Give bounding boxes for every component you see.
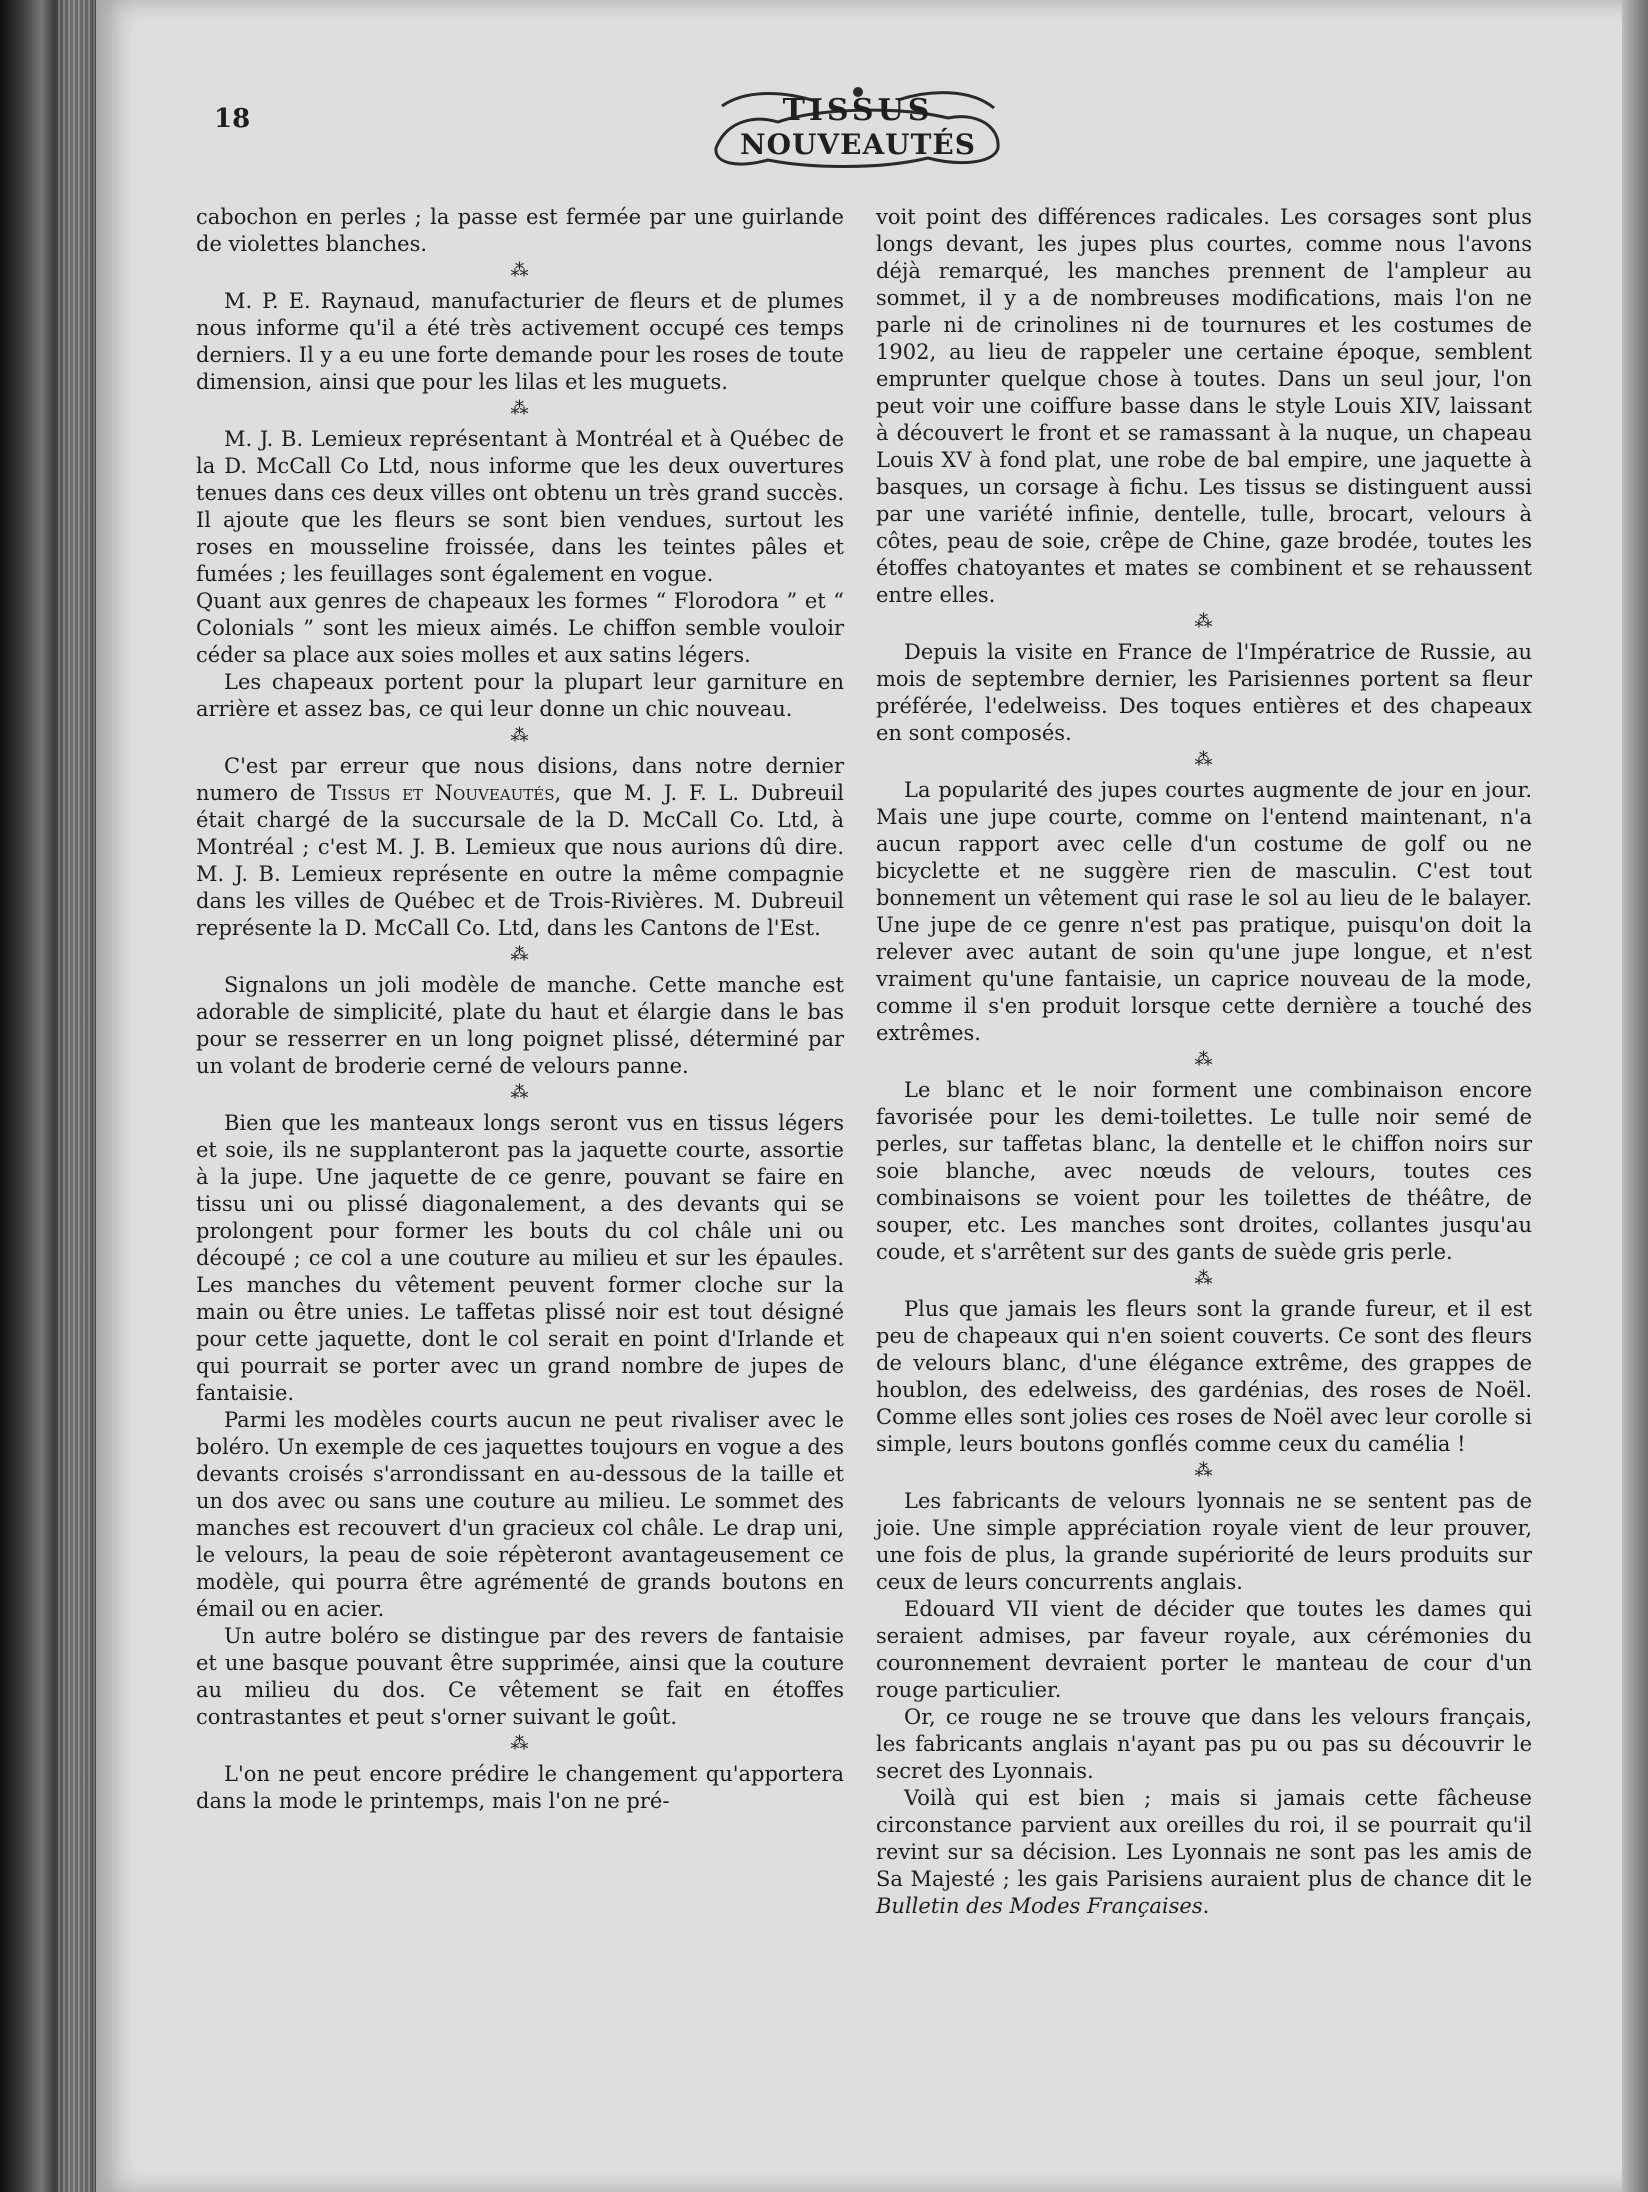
section-separator-stars xyxy=(196,1731,844,1761)
paragraph-text: C'est par erreur que nous disions, dans notre dernier numero de xyxy=(196,754,844,805)
page-right-edge xyxy=(1622,0,1648,2192)
section-separator-stars xyxy=(876,1266,1532,1296)
article-paragraph: Les chapeaux portent pour la plupart leur garniture en arrière et assez bas, ce qui leur donne un chic nouveau. xyxy=(196,670,844,721)
asterism-glyph: ⁂ xyxy=(1194,611,1214,632)
section-separator-stars xyxy=(196,396,844,426)
asterism-glyph: ⁂ xyxy=(510,1733,530,1754)
article-paragraph: cabochon en perles ; la passe est fermée par une guirlande de violettes blanches. xyxy=(196,205,844,256)
article-paragraph: Depuis la visite en France de l'Impératrice de Russie, au mois de septembre dernier, les Parisiennes portent sa fleur préférée, l'edelweiss. Des toques entières et des chapeaux en sont composés. xyxy=(876,640,1532,745)
article-paragraph: Parmi les modèles courts aucun ne peut rivaliser avec le boléro. Un exemple de ces jaquettes toujours en vogue a des devants croisés s'arrondissant en au-dessous de la taille et un dos avec ou sans une couture au milieu. Le sommet des manches est recouvert d'un gracieux col châle. Le drap uni, le velours, la peau de soie répèteront avantageusement ce modèle, qui pourra être agrémenté de grands boutons en émail ou en acier. xyxy=(196,1408,844,1621)
article-paragraph: L'on ne peut encore prédire le changement qu'apportera dans la mode le printemps, mais l'on ne pré- xyxy=(196,1762,844,1813)
asterism-glyph: ⁂ xyxy=(510,725,530,746)
article-paragraph: Bien que les manteaux longs seront vus en tissus légers et soie, ils ne supplanteront pas la jaquette courte, assortie à la jupe. Une jaquette de ce genre, pouvant se faire en tissu uni ou plissé diagonalement, a des devants qui se prolongent pour former les bouts du col châle uni ou découpé ; ce col a une couture au milieu et sur les épaules. Les manches du vêtement peuvent former cloche sur la main ou être unies. Le taffetas plissé noir est tout désigné pour cette jaquette, dont le col serait en point d'Irlande et qui pourrait se porter avec un grand nombre de jupes de fantaisie. xyxy=(196,1111,844,1405)
article-paragraph: voit point des différences radicales. Les corsages sont plus longs devant, les jupes plus courtes, comme nous l'avons déjà remarqué, les manches prennent de l'ampleur au sommet, il y a de nombreuses modifications, mais l'on ne parle ni de crinolines ni de tournures et les costumes de 1902, au lieu de rappeler une certaine époque, semblent emprunter quelque chose à toutes. Dans un seul jour, l'on peut voir une coiffure basse dans le style Louis XIV, laissant à découvert le front et se ramassant à la nuque, un chapeau Louis XV à fond plat, une robe de bal empire, une jaquette à basques, un corsage à fichu. Les tissus se distinguent aussi par une variété infinie, dentelle, tulle, brocart, velours à côtes, peau de soie, crêpe de Chine, gaze brodée, toutes les étoffes chatoyantes et mates se combinent et se rehaussent entre elles. xyxy=(876,205,1532,607)
page-edges xyxy=(58,0,98,2192)
asterism-glyph: ⁂ xyxy=(510,398,530,419)
section-separator-stars xyxy=(876,1047,1532,1077)
asterism-glyph: ⁂ xyxy=(510,260,530,281)
article-paragraph xyxy=(876,1785,1532,1920)
article-paragraph: Edouard VII vient de décider que toutes les dames qui seraient admises, par faveur royale, aux cérémonies du couronnement devraient porter le manteau de cour d'un rouge particulier. xyxy=(876,1597,1532,1702)
article-paragraph: Quant aux genres de chapeaux les formes “ Florodora ” et “ Colonials ” sont les mieux aimés. Le chiffon semble vouloir céder sa place aux soies molles et aux satins légers. xyxy=(196,589,844,667)
paragraph-text: Voilà qui est bien ; mais si jamais cette fâcheuse circonstance parvient aux oreilles du roi, il se pourrait qu'il revint sur sa décision. Les Lyonnais ne sont pas les amis de Sa Majesté ; les gais Parisiens auraient plus de chance dit le xyxy=(876,1786,1532,1891)
article-paragraph: Un autre boléro se distingue par des revers de fantaisie et une basque pouvant être supprimée, ainsi que la couture au milieu du dos. Ce vêtement se fait en étoffes contrastantes et peut s'orner suivant le goût. xyxy=(196,1624,844,1729)
section-separator-stars xyxy=(876,747,1532,777)
article-paragraph: Le blanc et le noir forment une combinaison encore favorisée pour les demi-toilettes. Le tulle noir semé de perles, sur taffetas blanc, la dentelle et le chiffon noirs sur soie blanche, avec nœuds de velours, toutes ces combinaisons se voient pour les toilettes de théâtre, de souper, etc. Les manches sont droites, collantes jusqu'au coude, et s'arrêtent sur des gants de suède gris perle. xyxy=(876,1078,1532,1264)
paragraph-text: , que M. J. F. L. Dubreuil était chargé de la succursale de la D. McCall Co. Ltd, à Montréal ; c'est M. J. B. Lemieux que nous aurions dû dire. M. J. B. Lemieux représente en outre la même compagnie dans les villes de Québec et de Trois-Rivières. M. Dubreuil représente la D. McCall Co. Ltd, dans les Cantons de l'Est. xyxy=(196,781,844,940)
asterism-glyph: ⁂ xyxy=(510,1082,530,1103)
section-separator-stars xyxy=(876,1458,1532,1488)
magazine-title-reference: Tissus et Nouveautés xyxy=(327,781,555,805)
asterism-glyph: ⁂ xyxy=(1194,749,1214,770)
page-number: 18 xyxy=(214,104,251,134)
asterism-glyph: ⁂ xyxy=(1194,1268,1214,1289)
section-separator-stars xyxy=(196,258,844,288)
article-paragraph: Les fabricants de velours lyonnais ne se sentent pas de joie. Une simple appréciation royale vient de leur prouver, une fois de plus, la grande supériorité de leurs produits sur ceux de leurs concurrents anglais. xyxy=(876,1489,1532,1594)
asterism-glyph: ⁂ xyxy=(1194,1460,1214,1481)
section-separator-stars xyxy=(876,609,1532,639)
masthead-logo xyxy=(708,78,1008,170)
left-column xyxy=(196,204,844,1815)
masthead-line2: NOUVEAUTÉS xyxy=(739,128,977,161)
asterism-glyph: ⁂ xyxy=(1194,1049,1214,1070)
masthead-line1: TISSUS xyxy=(782,93,934,128)
paragraph-text: . xyxy=(1202,1894,1210,1918)
right-column xyxy=(876,204,1532,1920)
section-separator-stars xyxy=(196,942,844,972)
article-paragraph: Or, ce rouge ne se trouve que dans les velours français, les fabricants anglais n'ayant pas pu ou pas su découvrir le secret des Lyonnais. xyxy=(876,1705,1532,1783)
article-paragraph xyxy=(196,753,844,942)
section-separator-stars xyxy=(196,723,844,753)
article-paragraph: La popularité des jupes courtes augmente de jour en jour. Mais une jupe courte, comme on l'entend maintenant, n'a aucun rapport avec celle d'un costume de golf ou ne bicyclette et ne suggère rien de masculin. C'est tout bonnement un vêtement qui rase le sol au lieu de le balayer. Une jupe de ce genre n'est pas pratique, puisqu'on doit la relever avec autant de soin qu'une jupe longue, et n'est vraiment qu'une fantaisie, un caprice nouveau de la mode, comme il s'en produit lorsque cette dernière a touché des extrêmes. xyxy=(876,778,1532,1045)
article-paragraph: Plus que jamais les fleurs sont la grande fureur, et il est peu de chapeaux qui n'en soient couverts. Ce sont des fleurs de velours blanc, d'une élégance extrême, des grappes de houblon, des edelweiss, des gardénias, des roses de Noël. Comme elles sont jolies ces roses de Noël avec leur corolle si simple, leurs boutons gonflés comme ceux du camélia ! xyxy=(876,1297,1532,1456)
publication-title-reference: Bulletin des Modes Françaises xyxy=(876,1894,1203,1918)
article-paragraph: M. J. B. Lemieux représentant à Montréal et à Québec de la D. McCall Co Ltd, nous informe que les deux ouvertures tenues dans ces deux villes ont obtenu un très grand succès. Il ajoute que les fleurs se sont bien vendues, surtout les roses en mousseline froissée, dans les teintes pâles et fumées ; les feuillages sont également en vogue. xyxy=(196,427,844,586)
section-separator-stars xyxy=(196,1080,844,1110)
article-paragraph: M. P. E. Raynaud, manufacturier de fleurs et de plumes nous informe qu'il a été très activement occupé ces temps derniers. Il y a eu une forte demande pour les roses de toute dimension, ainsi que pour les lilas et les muguets. xyxy=(196,289,844,394)
masthead-logo-art xyxy=(708,78,1008,170)
article-paragraph: Signalons un joli modèle de manche. Cette manche est adorable de simplicité, plate du haut et élargie dans le bas pour se resserrer en un long poignet plissé, déterminé par un volant de broderie cerné de velours panne. xyxy=(196,973,844,1078)
asterism-glyph: ⁂ xyxy=(510,944,530,965)
